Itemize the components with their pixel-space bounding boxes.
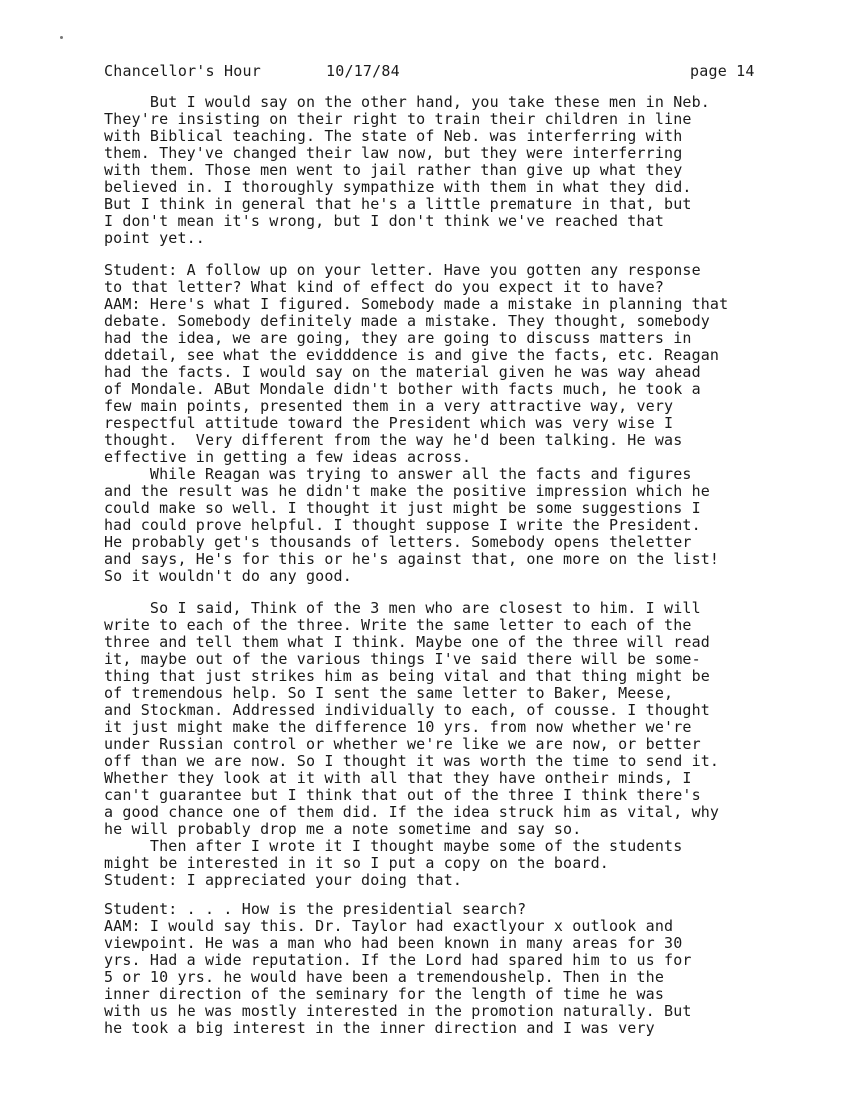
text-line: Whether they look at it with all that they have ontheir minds, I — [104, 769, 692, 787]
text-line: effective in getting a few ideas across. — [104, 448, 472, 466]
text-line: They're insisting on their right to train their children in line — [104, 110, 692, 128]
text-line: with us he was mostly interested in the promotion naturally. But — [104, 1002, 692, 1020]
text-line: 5 or 10 yrs. he would have been a tremendoushelp. Then in the — [104, 968, 665, 986]
text-line: he will probably drop me a note sometime and say so. — [104, 820, 582, 838]
text-line: with them. Those men went to jail rather than give up what they — [104, 161, 683, 179]
text-line: had the facts. I would say on the material given he was way ahead — [104, 363, 701, 381]
text-line: few main points, presented them in a very attractive way, very — [104, 397, 674, 415]
text-line: So I said, Think of the 3 men who are closest to him. I will — [104, 599, 701, 617]
text-line: AAM: Here's what I figured. Somebody made a mistake in planning that — [104, 295, 729, 313]
text-line: might be interested in it so I put a copy on the board. — [104, 854, 609, 872]
text-line: debate. Somebody definitely made a mistake. They thought, somebody — [104, 312, 710, 330]
text-line: to that letter? What kind of effect do you expect it to have? — [104, 278, 665, 296]
text-line: had the idea, we are going, they are going to discuss matters in — [104, 329, 692, 347]
text-line: thing that just strikes him as being vital and that thing might be — [104, 667, 710, 685]
text-line: them. They've changed their law now, but they were interferring — [104, 144, 683, 162]
text-line: viewpoint. He was a man who had been known in many areas for 30 — [104, 934, 683, 952]
text-line: yrs. Had a wide reputation. If the Lord had spared him to us for — [104, 951, 692, 969]
text-line: and the result was he didn't make the positive impression which he — [104, 482, 710, 500]
text-line: While Reagan was trying to answer all the facts and figures — [104, 465, 692, 483]
text-line: three and tell them what I think. Maybe one of the three will read — [104, 633, 710, 651]
text-line: of tremendous help. So I sent the same letter to Baker, Meese, — [104, 684, 674, 702]
text-line: Then after I wrote it I thought maybe some of the students — [104, 837, 683, 855]
text-line: AAM: I would say this. Dr. Taylor had exactlyour x outlook and — [104, 917, 674, 935]
text-line: it, maybe out of the various things I've said there will be some- — [104, 650, 701, 668]
text-line: with Biblical teaching. The state of Neb. was interferring with — [104, 127, 683, 145]
text-line: inner direction of the seminary for the length of time he was — [104, 985, 665, 1003]
text-line: respectful attitude toward the President which was very wise I — [104, 414, 674, 432]
text-line: I don't mean it's wrong, but I don't think we've reached that — [104, 212, 665, 230]
text-line: Student: A follow up on your letter. Have you gotten any response — [104, 261, 701, 279]
text-line: could make so well. I thought it just might be some suggestions I — [104, 499, 701, 517]
text-line: Student: . . . How is the presidential search? — [104, 900, 527, 918]
text-line: of Mondale. ABut Mondale didn't bother with facts much, he took a — [104, 380, 701, 398]
text-line: thought. Very different from the way he'd been talking. He was — [104, 431, 683, 449]
text-line: and Stockman. Addressed individually to each, of cousse. I thought — [104, 701, 710, 719]
text-line: a good chance one of them did. If the idea struck him as vital, why — [104, 803, 720, 821]
text-line: under Russian control or whether we're like we are now, or better — [104, 735, 701, 753]
text-line: point yet.. — [104, 229, 205, 247]
text-line: believed in. I thoroughly sympathize with them in what they did. — [104, 178, 692, 196]
text-line: So it wouldn't do any good. — [104, 567, 352, 585]
text-line: But I think in general that he's a little premature in that, but — [104, 195, 692, 213]
header-title: Chancellor's Hour — [104, 62, 261, 80]
header-date: 10/17/84 — [326, 62, 400, 80]
text-line-cut-off: he took a big interest in the inner direction and I was very — [104, 1019, 655, 1037]
scan-speck — [60, 36, 63, 39]
header-page-number: page 14 — [690, 62, 755, 80]
text-line: off than we are now. So I thought it was worth the time to send it. — [104, 752, 720, 770]
text-line: He probably get's thousands of letters. Somebody opens theletter — [104, 533, 692, 551]
text-line: ddetail, see what the evidddence is and give the facts, etc. Reagan — [104, 346, 720, 364]
text-line: Student: I appreciated your doing that. — [104, 871, 463, 889]
text-line: can't guarantee but I think that out of the three I think there's — [104, 786, 701, 804]
text-line: it just might make the difference 10 yrs. from now whether we're — [104, 718, 692, 736]
text-line: and says, He's for this or he's against that, one more on the list! — [104, 550, 720, 568]
text-line: But I would say on the other hand, you take these men in Neb. — [104, 93, 710, 111]
text-line: had could prove helpful. I thought suppose I write the President. — [104, 516, 701, 534]
text-line: write to each of the three. Write the same letter to each of the — [104, 616, 692, 634]
